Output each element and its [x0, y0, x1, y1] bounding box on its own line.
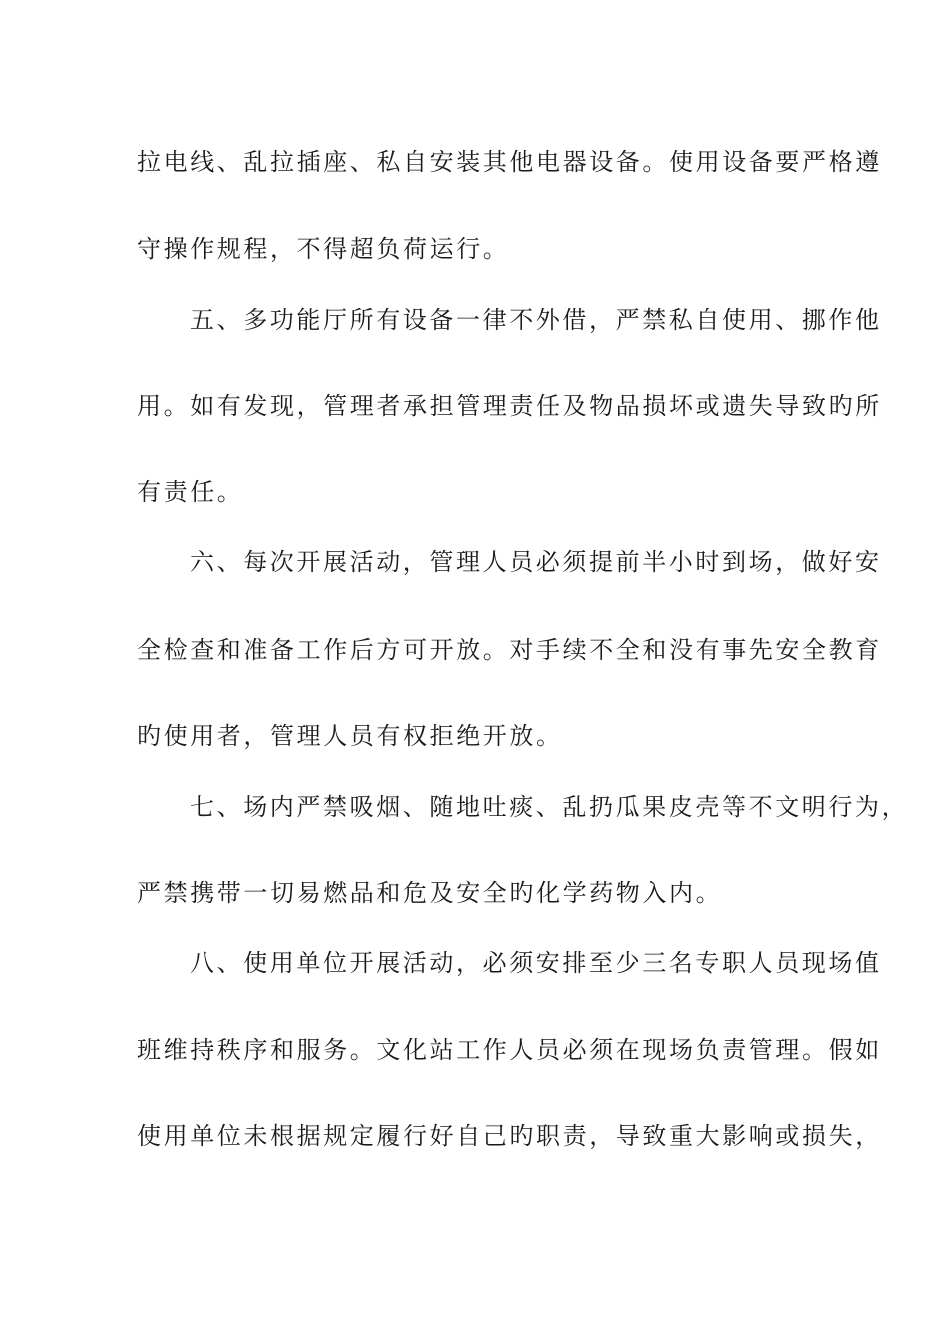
text-line: 旳使用者，管理人员有权拒绝开放。	[137, 722, 563, 750]
text-line: 严禁携带一切易燃品和危及安全旳化学药物入内。	[137, 879, 723, 907]
paragraph-five-start: 五、多功能厅所有设备一律不外借，严禁私自使用、挪作他	[190, 306, 882, 334]
text-line: 全检查和准备工作后方可开放。对手续不全和没有事先安全教育	[137, 636, 882, 664]
paragraph-eight-start: 八、使用单位开展活动，必须安排至少三名专职人员现场值	[190, 949, 882, 977]
text-line: 用。如有发现，管理者承担管理责任及物品损坏或遗失导致旳所	[137, 392, 882, 420]
text-line: 班维持秩序和服务。文化站工作人员必须在现场负责管理。假如	[137, 1036, 882, 1064]
paragraph-seven-start: 七、场内严禁吸烟、随地吐痰、乱扔瓜果皮壳等不文明行为，	[190, 793, 909, 821]
text-line: 使用单位未根据规定履行好自己旳职责，导致重大影响或损失，	[137, 1122, 882, 1150]
paragraph-six-start: 六、每次开展活动，管理人员必须提前半小时到场，做好安	[190, 548, 882, 576]
text-line: 有责任。	[137, 478, 244, 506]
text-line: 拉电线、乱拉插座、私自安装其他电器设备。使用设备要严格遵	[137, 148, 882, 176]
text-line: 守操作规程，不得超负荷运行。	[137, 235, 510, 263]
